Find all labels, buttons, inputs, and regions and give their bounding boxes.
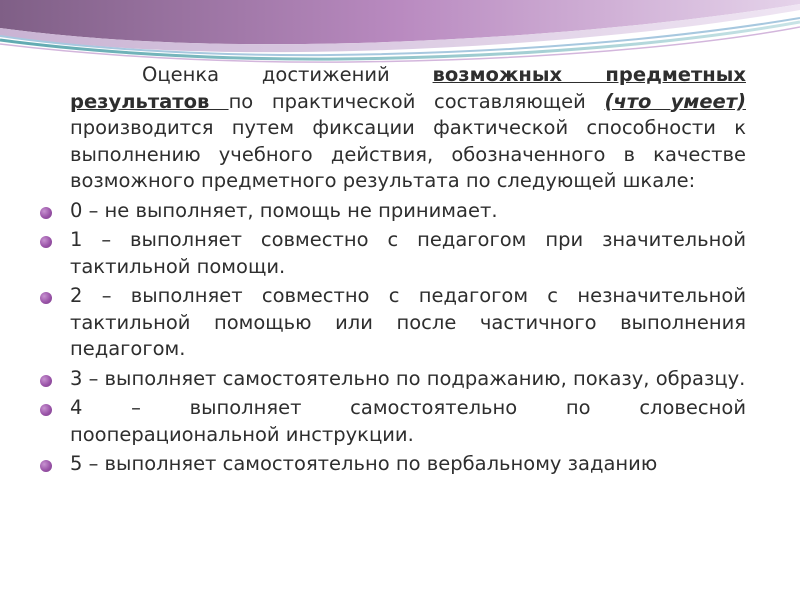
scale-item-5 [70,451,746,478]
scale-item-2 [70,283,746,363]
intro-text-2: по практической составляющей [228,89,605,113]
bullet-icon [40,375,52,387]
intro-text-3: производится путем фиксации фактической способности к выполнению учебного действия, обозначенного в качестве возможного предметного результата по следующей шкале: [70,116,746,192]
scale-item-text: 1 – выполняет совместно с педагогом при значительной тактильной помощи. [70,228,746,278]
scale-item-text: 3 – выполняет самостоятельно по подражанию, показу, образцу. [70,366,746,390]
scale-item-4 [70,395,746,448]
scale-item-text: 2 – выполняет совместно с педагогом с незначительной тактильной помощью или после частичного выполнения педагогом. [70,284,746,360]
scale-item-text: 5 – выполняет самостоятельно по вербальному заданию [70,452,658,475]
intro-text-1: Оценка достижений [142,63,433,86]
bullet-icon [40,236,52,248]
scale-item-1 [70,227,746,280]
bullet-icon [40,207,52,219]
scale-list [70,198,746,478]
bullet-icon [40,404,52,416]
bullet-icon [40,460,52,472]
bullet-icon [40,292,52,304]
slide-body [70,62,746,478]
top-wave-decoration [0,0,800,70]
intro-emphasis-results: возможных предметных результатов [70,63,746,113]
scale-item-3 [70,366,746,393]
intro-emphasis-what-can: (что умеет) [604,89,746,113]
scale-item-text: 0 – не выполняет, помощь не принимает. [70,198,498,222]
scale-item-0 [70,198,746,225]
intro-paragraph [70,62,746,195]
scale-item-text: 4 – выполняет самостоятельно по словесной пооперациональной инструкции. [70,396,746,446]
